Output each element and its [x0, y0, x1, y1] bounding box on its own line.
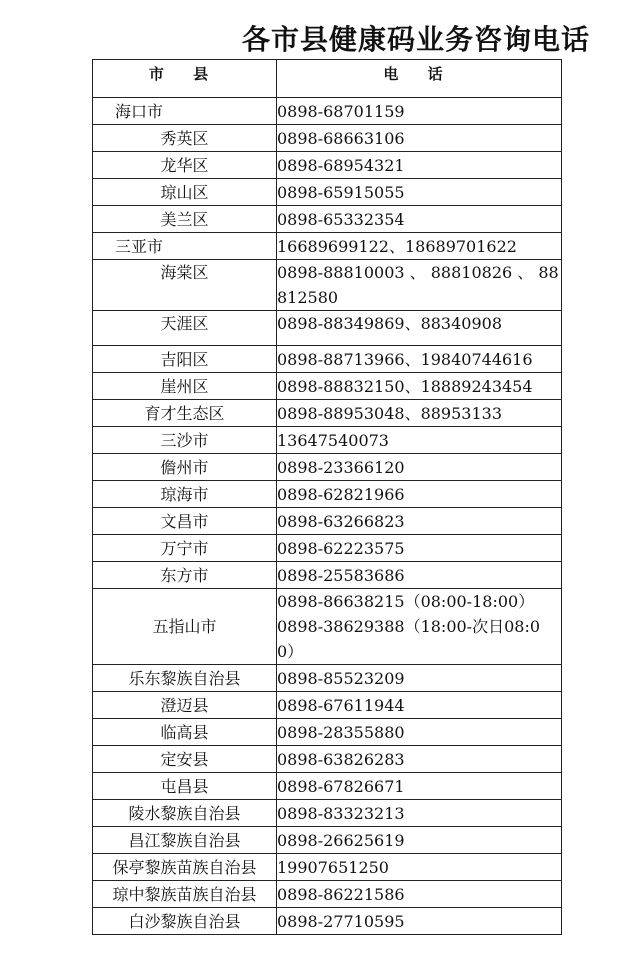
table-row: [93, 481, 562, 508]
table-row: [93, 400, 562, 427]
phone-number-cell: 13647540073: [277, 427, 562, 454]
table-row: [93, 98, 562, 125]
table-header-row: [93, 60, 562, 98]
phone-number-cell: 0898-68663106: [277, 125, 562, 152]
table-row: [93, 908, 562, 935]
phone-number-cell: 0898-67611944: [277, 692, 562, 719]
city-name-cell: 三亚市: [93, 233, 277, 260]
page-title: 各市县健康码业务咨询电话: [241, 23, 590, 56]
city-name-cell: 吉阳区: [93, 346, 277, 373]
phone-number-cell: 0898-27710595: [277, 908, 562, 935]
table-row: [93, 773, 562, 800]
city-name-cell: 崖州区: [93, 373, 277, 400]
city-name-cell: 三沙市: [93, 427, 277, 454]
phone-number-cell: 0898-83323213: [277, 800, 562, 827]
city-name-cell: 保亭黎族苗族自治县: [93, 854, 277, 881]
phone-number-cell: 0898-88832150、18889243454: [277, 373, 562, 400]
city-name-cell: 琼山区: [93, 179, 277, 206]
phone-table: [92, 59, 562, 935]
column-header-phone: 电 话: [277, 60, 562, 98]
city-name-cell: 天涯区: [93, 311, 277, 346]
phone-number-cell: 0898-88713966、19840744616: [277, 346, 562, 373]
city-name-cell: 秀英区: [93, 125, 277, 152]
city-name-cell: 定安县: [93, 746, 277, 773]
phone-number-cell: 0898-88349869、88340908: [277, 311, 562, 346]
phone-number-cell: 0898-62223575: [277, 535, 562, 562]
city-name-cell: 美兰区: [93, 206, 277, 233]
phone-number-cell: 19907651250: [277, 854, 562, 881]
column-header-city: 市 县: [93, 60, 277, 98]
table-row: [93, 311, 562, 346]
phone-number-cell: 0898-88953048、88953133: [277, 400, 562, 427]
phone-number-cell: 0898-65915055: [277, 179, 562, 206]
city-name-cell: 乐东黎族自治县: [93, 665, 277, 692]
city-name-cell: 陵水黎族自治县: [93, 800, 277, 827]
table-row: [93, 346, 562, 373]
phone-number-cell: 0898-25583686: [277, 562, 562, 589]
city-name-cell: 文昌市: [93, 508, 277, 535]
phone-number-cell: 16689699122、18689701622: [277, 233, 562, 260]
table-row: [93, 233, 562, 260]
table-row: [93, 125, 562, 152]
city-name-cell: 万宁市: [93, 535, 277, 562]
table-row: [93, 152, 562, 179]
table-row: [93, 746, 562, 773]
table-row: [93, 260, 562, 311]
table-row: [93, 827, 562, 854]
city-name-cell: 澄迈县: [93, 692, 277, 719]
phone-number-cell: 0898-65332354: [277, 206, 562, 233]
table-row: [93, 508, 562, 535]
phone-number-cell: 0898-86221586: [277, 881, 562, 908]
city-name-cell: 东方市: [93, 562, 277, 589]
table-row: [93, 692, 562, 719]
phone-number-cell: 0898-85523209: [277, 665, 562, 692]
table-row: [93, 179, 562, 206]
table-row: [93, 719, 562, 746]
city-name-cell: 海棠区: [93, 260, 277, 311]
city-name-cell: 海口市: [93, 98, 277, 125]
phone-number-cell: 0898-68701159: [277, 98, 562, 125]
table-row: [93, 854, 562, 881]
table-row: [93, 800, 562, 827]
phone-number-cell: 0898-63826283: [277, 746, 562, 773]
table-row: [93, 427, 562, 454]
city-name-cell: 龙华区: [93, 152, 277, 179]
city-name-cell: 昌江黎族自治县: [93, 827, 277, 854]
phone-number-cell: 0898-23366120: [277, 454, 562, 481]
table-row: [93, 454, 562, 481]
city-name-cell: 白沙黎族自治县: [93, 908, 277, 935]
phone-number-cell: 0898-88810003 、 88810826 、 88812580: [277, 260, 562, 311]
table-row: [93, 589, 562, 665]
table-row: [93, 881, 562, 908]
phone-number-cell: 0898-26625619: [277, 827, 562, 854]
table-row: [93, 373, 562, 400]
city-name-cell: 育才生态区: [93, 400, 277, 427]
table-row: [93, 665, 562, 692]
city-name-cell: 儋州市: [93, 454, 277, 481]
phone-number-cell: 0898-68954321: [277, 152, 562, 179]
phone-number-cell: 0898-63266823: [277, 508, 562, 535]
phone-number-cell: 0898-86638215（08:00-18:00） 0898-38629388（18:00-次日08:00）: [277, 589, 562, 665]
city-name-cell: 屯昌县: [93, 773, 277, 800]
table-row: [93, 562, 562, 589]
phone-number-cell: 0898-62821966: [277, 481, 562, 508]
phone-number-cell: 0898-28355880: [277, 719, 562, 746]
city-name-cell: 临高县: [93, 719, 277, 746]
city-name-cell: 琼中黎族苗族自治县: [93, 881, 277, 908]
phone-number-cell: 0898-67826671: [277, 773, 562, 800]
city-name-cell: 琼海市: [93, 481, 277, 508]
table-row: [93, 206, 562, 233]
city-name-cell: 五指山市: [93, 589, 277, 665]
table-row: [93, 535, 562, 562]
